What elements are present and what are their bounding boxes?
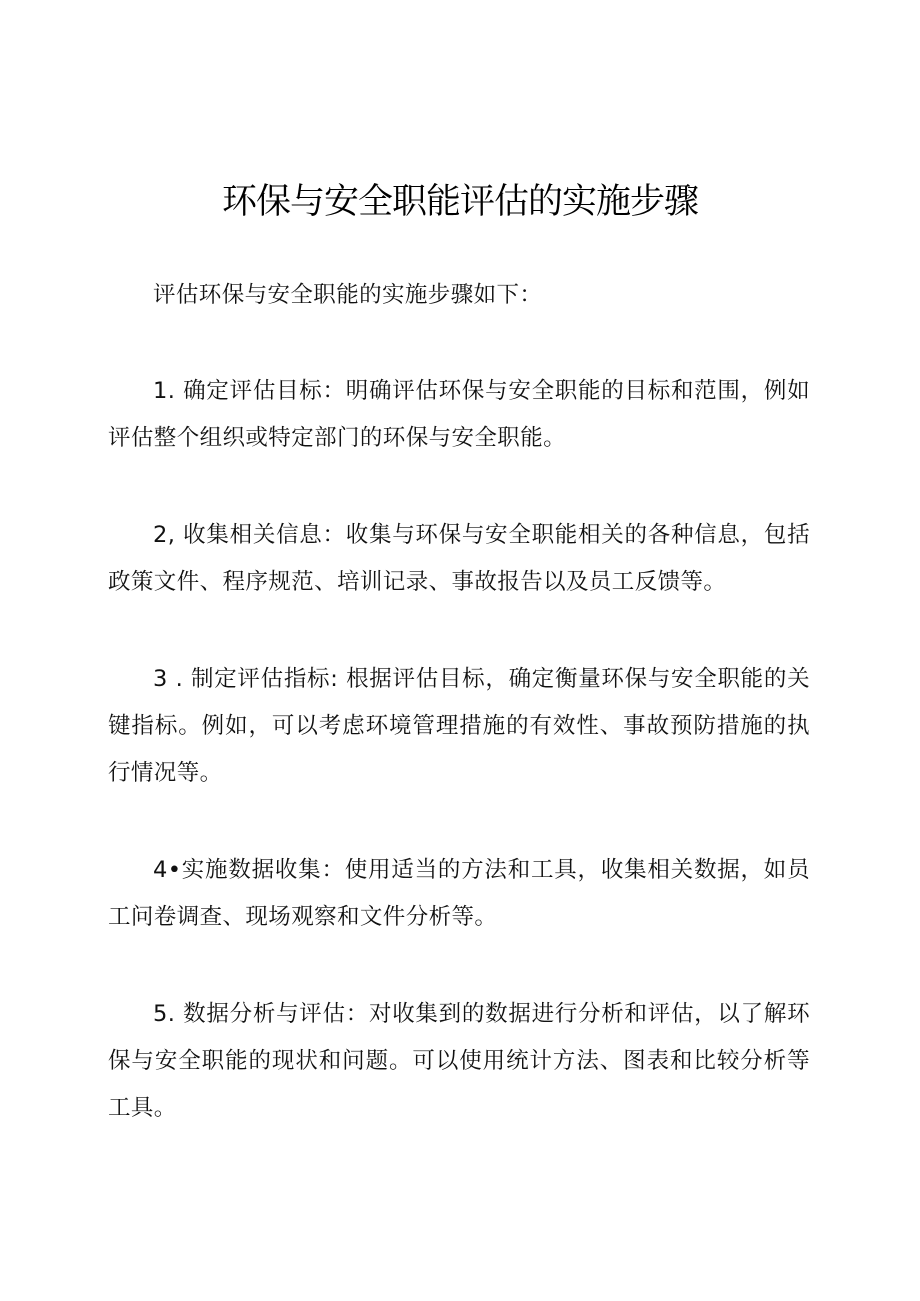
document-title: 环保与安全职能评估的实施步骤 — [221, 182, 698, 222]
intro-paragraph: 评估环保与安全职能的实施步骤如下： — [153, 282, 543, 308]
step-3-paragraph: 3 . 制定评估指标: 根据评估目标，确定衡量环保与安全职能的关键指标。例如，可以考虑环境管理措施的有效性、事故预防措施的执行情况等。 — [108, 666, 810, 786]
step-2-paragraph: 2, 收集相关信息：收集与环保与安全职能相关的各种信息，包括政策文件、程序规范、培训记录、事故报告以及员工反馈等。 — [108, 522, 810, 595]
step-5-paragraph: 5. 数据分析与评估：对收集到的数据进行分析和评估，以了解环保与安全职能的现状和问题。可以使用统计方法、图表和比较分析等工具。 — [108, 1001, 810, 1121]
step-1-paragraph: 1. 确定评估目标：明确评估环保与安全职能的目标和范围，例如评估整个组织或特定部门的环保与安全职能。 — [108, 378, 810, 451]
step-4-paragraph: 4•实施数据收集：使用适当的方法和工具，收集相关数据，如员工问卷调查、现场观察和文件分析等。 — [108, 857, 810, 930]
